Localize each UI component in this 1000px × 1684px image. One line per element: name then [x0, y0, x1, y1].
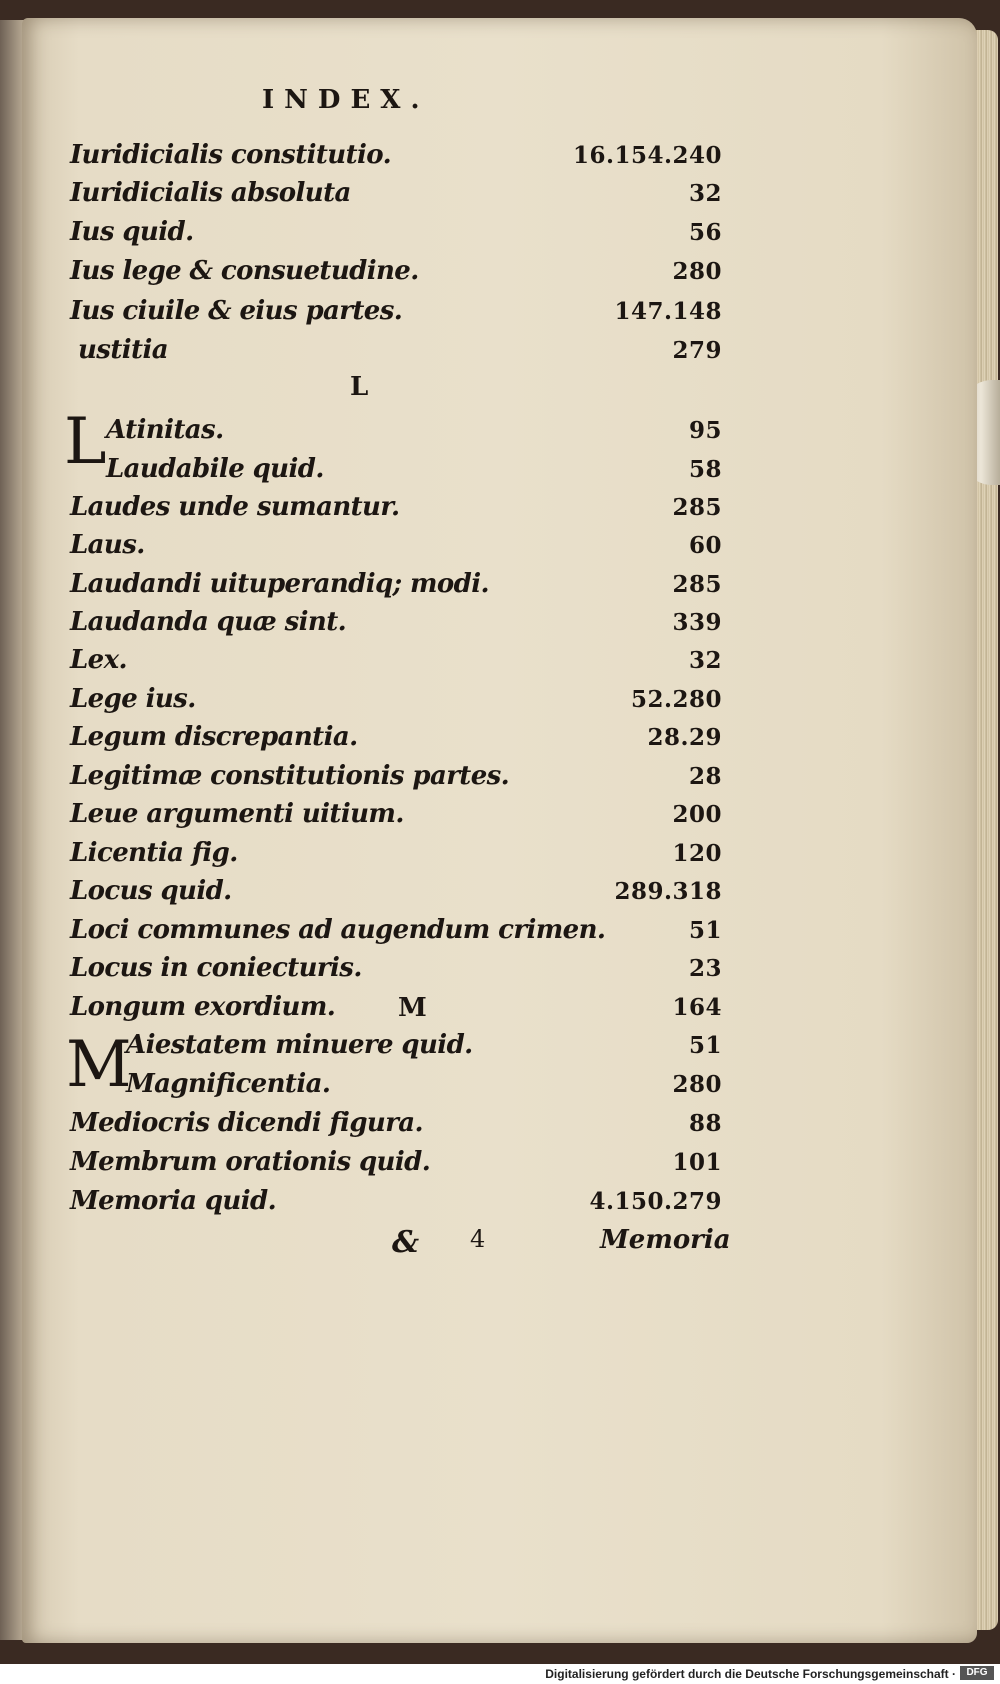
- dfg-logo: DFG: [960, 1666, 994, 1680]
- index-entry: [70, 645, 722, 681]
- entry-pages: 88: [688, 1110, 722, 1137]
- entry-term: Loci communes ad augendum crimen.: [70, 915, 606, 945]
- index-entry: [70, 415, 722, 451]
- entry-term: ustitia: [78, 335, 168, 365]
- entry-term: Laudabile quid.: [106, 454, 324, 484]
- entry-pages: 16.154.240: [572, 142, 722, 169]
- entry-pages: 95: [688, 417, 722, 444]
- entry-term: Legum discrepantia.: [70, 722, 358, 752]
- index-entry: [70, 722, 722, 758]
- entry-term: Laudes unde sumantur.: [70, 492, 400, 522]
- index-entry: [70, 256, 722, 292]
- entry-pages: 28: [688, 763, 722, 790]
- entry-term: Locus in coniecturis.: [70, 953, 362, 983]
- page-header: INDEX.: [262, 85, 430, 115]
- entry-pages: 339: [672, 609, 722, 636]
- entry-pages: 51: [688, 1032, 722, 1059]
- index-entry: [70, 1069, 722, 1105]
- index-entry: [70, 607, 722, 643]
- signature-number: 4: [470, 1225, 486, 1253]
- index-entry: [70, 335, 722, 371]
- index-entry: [70, 1108, 722, 1144]
- index-entry: [70, 492, 722, 528]
- entry-pages: 289.318: [614, 878, 722, 905]
- index-entry: [70, 799, 722, 835]
- index-entry: [70, 1147, 722, 1183]
- dropcap-l: L: [64, 405, 107, 479]
- entry-pages: 164: [672, 994, 722, 1021]
- entry-term: Magnificentia.: [126, 1069, 331, 1099]
- dropcap-m: M: [66, 1028, 132, 1102]
- entry-pages: 23: [688, 955, 722, 982]
- entry-term: Iuridicialis absoluta: [70, 178, 351, 208]
- index-entry: [70, 838, 722, 874]
- entry-pages: 285: [672, 571, 722, 598]
- entry-pages: 56: [688, 219, 722, 246]
- index-entry: [70, 454, 722, 490]
- entry-pages: 60: [688, 532, 722, 559]
- entry-term: Laudanda quæ sint.: [70, 607, 347, 637]
- entry-pages: 4.150.279: [589, 1188, 722, 1215]
- entry-term: Ius lege & consuetudine.: [70, 256, 419, 286]
- entry-pages: 32: [688, 180, 722, 207]
- entry-term: Membrum orationis quid.: [70, 1147, 431, 1177]
- catchword: Memoria: [600, 1225, 731, 1255]
- entry-term: Leue argumenti uitium.: [70, 799, 404, 829]
- index-entry: [70, 684, 722, 720]
- entry-pages: 200: [672, 801, 722, 828]
- entry-term: Ius ciuile & eius partes.: [70, 296, 403, 326]
- entry-term: Memoria quid.: [70, 1186, 277, 1216]
- section-letter-l: L: [350, 372, 369, 402]
- index-entry: [70, 530, 722, 566]
- index-entry: [70, 1186, 722, 1222]
- index-entry: [70, 569, 722, 605]
- entry-term: Atinitas.: [106, 415, 224, 445]
- index-entry: [70, 296, 722, 332]
- entry-pages: 52.280: [630, 686, 722, 713]
- entry-term: Licentia fig.: [70, 838, 238, 868]
- entry-term: Aiestatem minuere quid.: [126, 1030, 473, 1060]
- entry-pages: 280: [672, 258, 722, 285]
- entry-pages: 120: [672, 840, 722, 867]
- entry-pages: 280: [672, 1071, 722, 1098]
- entry-term: Laus.: [70, 530, 145, 560]
- index-entry: [70, 217, 722, 253]
- entry-term: Iuridicialis constitutio.: [70, 140, 392, 170]
- entry-term: Longum exordium.: [70, 992, 336, 1022]
- entry-pages: 58: [688, 456, 722, 483]
- digitization-notice: Digitalisierung gefördert durch die Deutsche Forschungsgemeinschaft ·: [545, 1667, 956, 1681]
- entry-pages: 101: [672, 1149, 722, 1176]
- signature-mark: &: [392, 1225, 420, 1260]
- entry-term: Lex.: [70, 645, 127, 675]
- entry-term: Legitimæ constitutionis partes.: [70, 761, 510, 791]
- entry-pages: 285: [672, 494, 722, 521]
- section-letter-m: M: [398, 993, 427, 1023]
- entry-pages: 51: [688, 917, 722, 944]
- index-entry: [70, 178, 722, 214]
- index-entry: [70, 953, 722, 989]
- index-entry: [70, 876, 722, 912]
- index-entry: [70, 1030, 722, 1066]
- entry-pages: 28.29: [647, 724, 722, 751]
- index-entry: [70, 761, 722, 797]
- entry-term: Locus quid.: [70, 876, 232, 906]
- entry-term: Mediocris dicendi figura.: [70, 1108, 423, 1138]
- index-entry: [70, 992, 722, 1028]
- entry-term: Lege ius.: [70, 684, 196, 714]
- entry-pages: 32: [688, 647, 722, 674]
- index-entry: [70, 140, 722, 176]
- entry-term: Laudandi uituperandiq; modi.: [70, 569, 489, 599]
- entry-term: Ius quid.: [70, 217, 194, 247]
- index-entry: [70, 915, 722, 951]
- entry-pages: 147.148: [614, 298, 722, 325]
- entry-pages: 279: [672, 337, 722, 364]
